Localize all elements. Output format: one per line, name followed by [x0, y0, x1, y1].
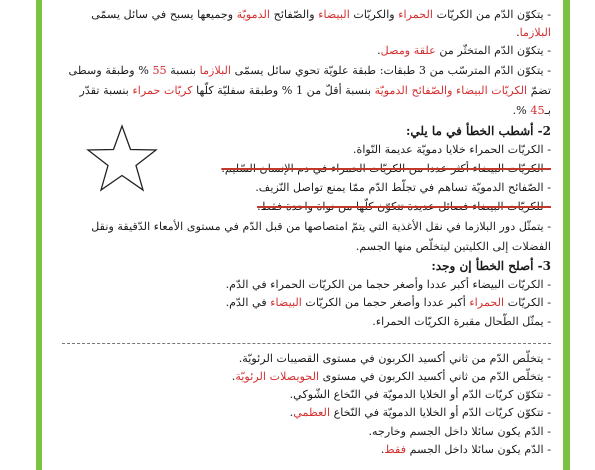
text-line: - الدّم يكون سائلا داخل الجسم وخارجه. — [368, 425, 551, 438]
text-line: بـ45 %. — [512, 104, 551, 117]
text-line: - الكريّات الحمراء خلايا دمويّة عديمة النّواة. — [352, 143, 551, 156]
text-line: - الدّم يكون سائلا داخل الجسم فقط. — [380, 443, 551, 456]
text-line: البلازما. — [516, 26, 551, 39]
worksheet-text — [44, 0, 561, 470]
text-line: - تتكوّن كريّات الدّم أو الخلايا الدمويّة في النّخاع الشّوكي. — [289, 388, 551, 401]
text-line: - يمثّل الطّحال مقبرة الكريّات الحمراء. — [372, 315, 551, 328]
text-line: - يتخلّص الدّم من ثاني أكسيد الكربون في مستوى الحويصلات الرئويّة. — [231, 370, 551, 383]
text-line: تضمّ الكريّات البيضاء والصّفائح الدمويّة بنسبة أقلّ من 1 % وطبقة سفليّة كلّها كريّات حمراء بنسبة تقدّر — [79, 84, 551, 97]
right-green-border — [563, 0, 570, 470]
text-line: - الصّفائح الدمويّة تساهم في تجلّط الدّم ممّا يمنع تواصل النّزيف. — [255, 181, 551, 194]
section-heading-2: 2- أشطب الخطأ في ما يلي: — [405, 124, 551, 138]
section-heading-3: 3- أصلح الخطأ إن وجد: — [431, 259, 551, 273]
text-line: - تتكوّن كريّات الدّم أو الخلايا الدمويّة في النّخاع العظمي. — [289, 406, 551, 419]
text-line: - يتمثّل دور البلازما في نقل الأغذية التي يتمّ امتصاصها من قبل الدّم في مستوى الأمعاء الدّقيقة ونقل — [91, 220, 551, 233]
text-line: - يتكوّن الدّم المتخثّر من علقة ومصل. — [377, 44, 551, 57]
text-line: - الكريّات البيضاء أكبر عددا وأصغر حجما من الكريّات الحمراء في الدّم. — [225, 278, 551, 291]
text-line: - يتكوّن الدّم من الكريّات الحمراء والكريّات البيضاء والصّفائح الدمويّة وجميعها يسبح في سائل يسمّى — [91, 8, 551, 21]
text-line: - الكريّات الحمراء أكبر عددا وأصغر حجما من الكريّات البيضاء في الدّم. — [225, 296, 551, 309]
dashed-divider — [62, 343, 551, 344]
text-line: - يتخلّص الدّم من ثاني أكسيد الكربون في مستوى القصيبات الرئويّة. — [238, 352, 551, 365]
text-line-struck: - للكريّات البيضاء فصائل عديدة تتكوّن كلّها من نواة واحدة فقط. — [257, 200, 551, 213]
left-green-border — [36, 0, 42, 470]
text-line: - يتكوّن الدّم المترسّب من 3 طبقات: طبقة علويّة تحوي سائل يسمّى البلازما بنسبة 55 % وطبقة وسطى — [68, 64, 551, 77]
text-line: الفضلات إلى الكليتين ليتخلّص منها الجسم. — [355, 240, 551, 253]
text-line-struck: - الكريّات البيضاء أكثر عددا من الكريّات الحمراء في دم الإنسان السّليم. — [221, 162, 551, 175]
